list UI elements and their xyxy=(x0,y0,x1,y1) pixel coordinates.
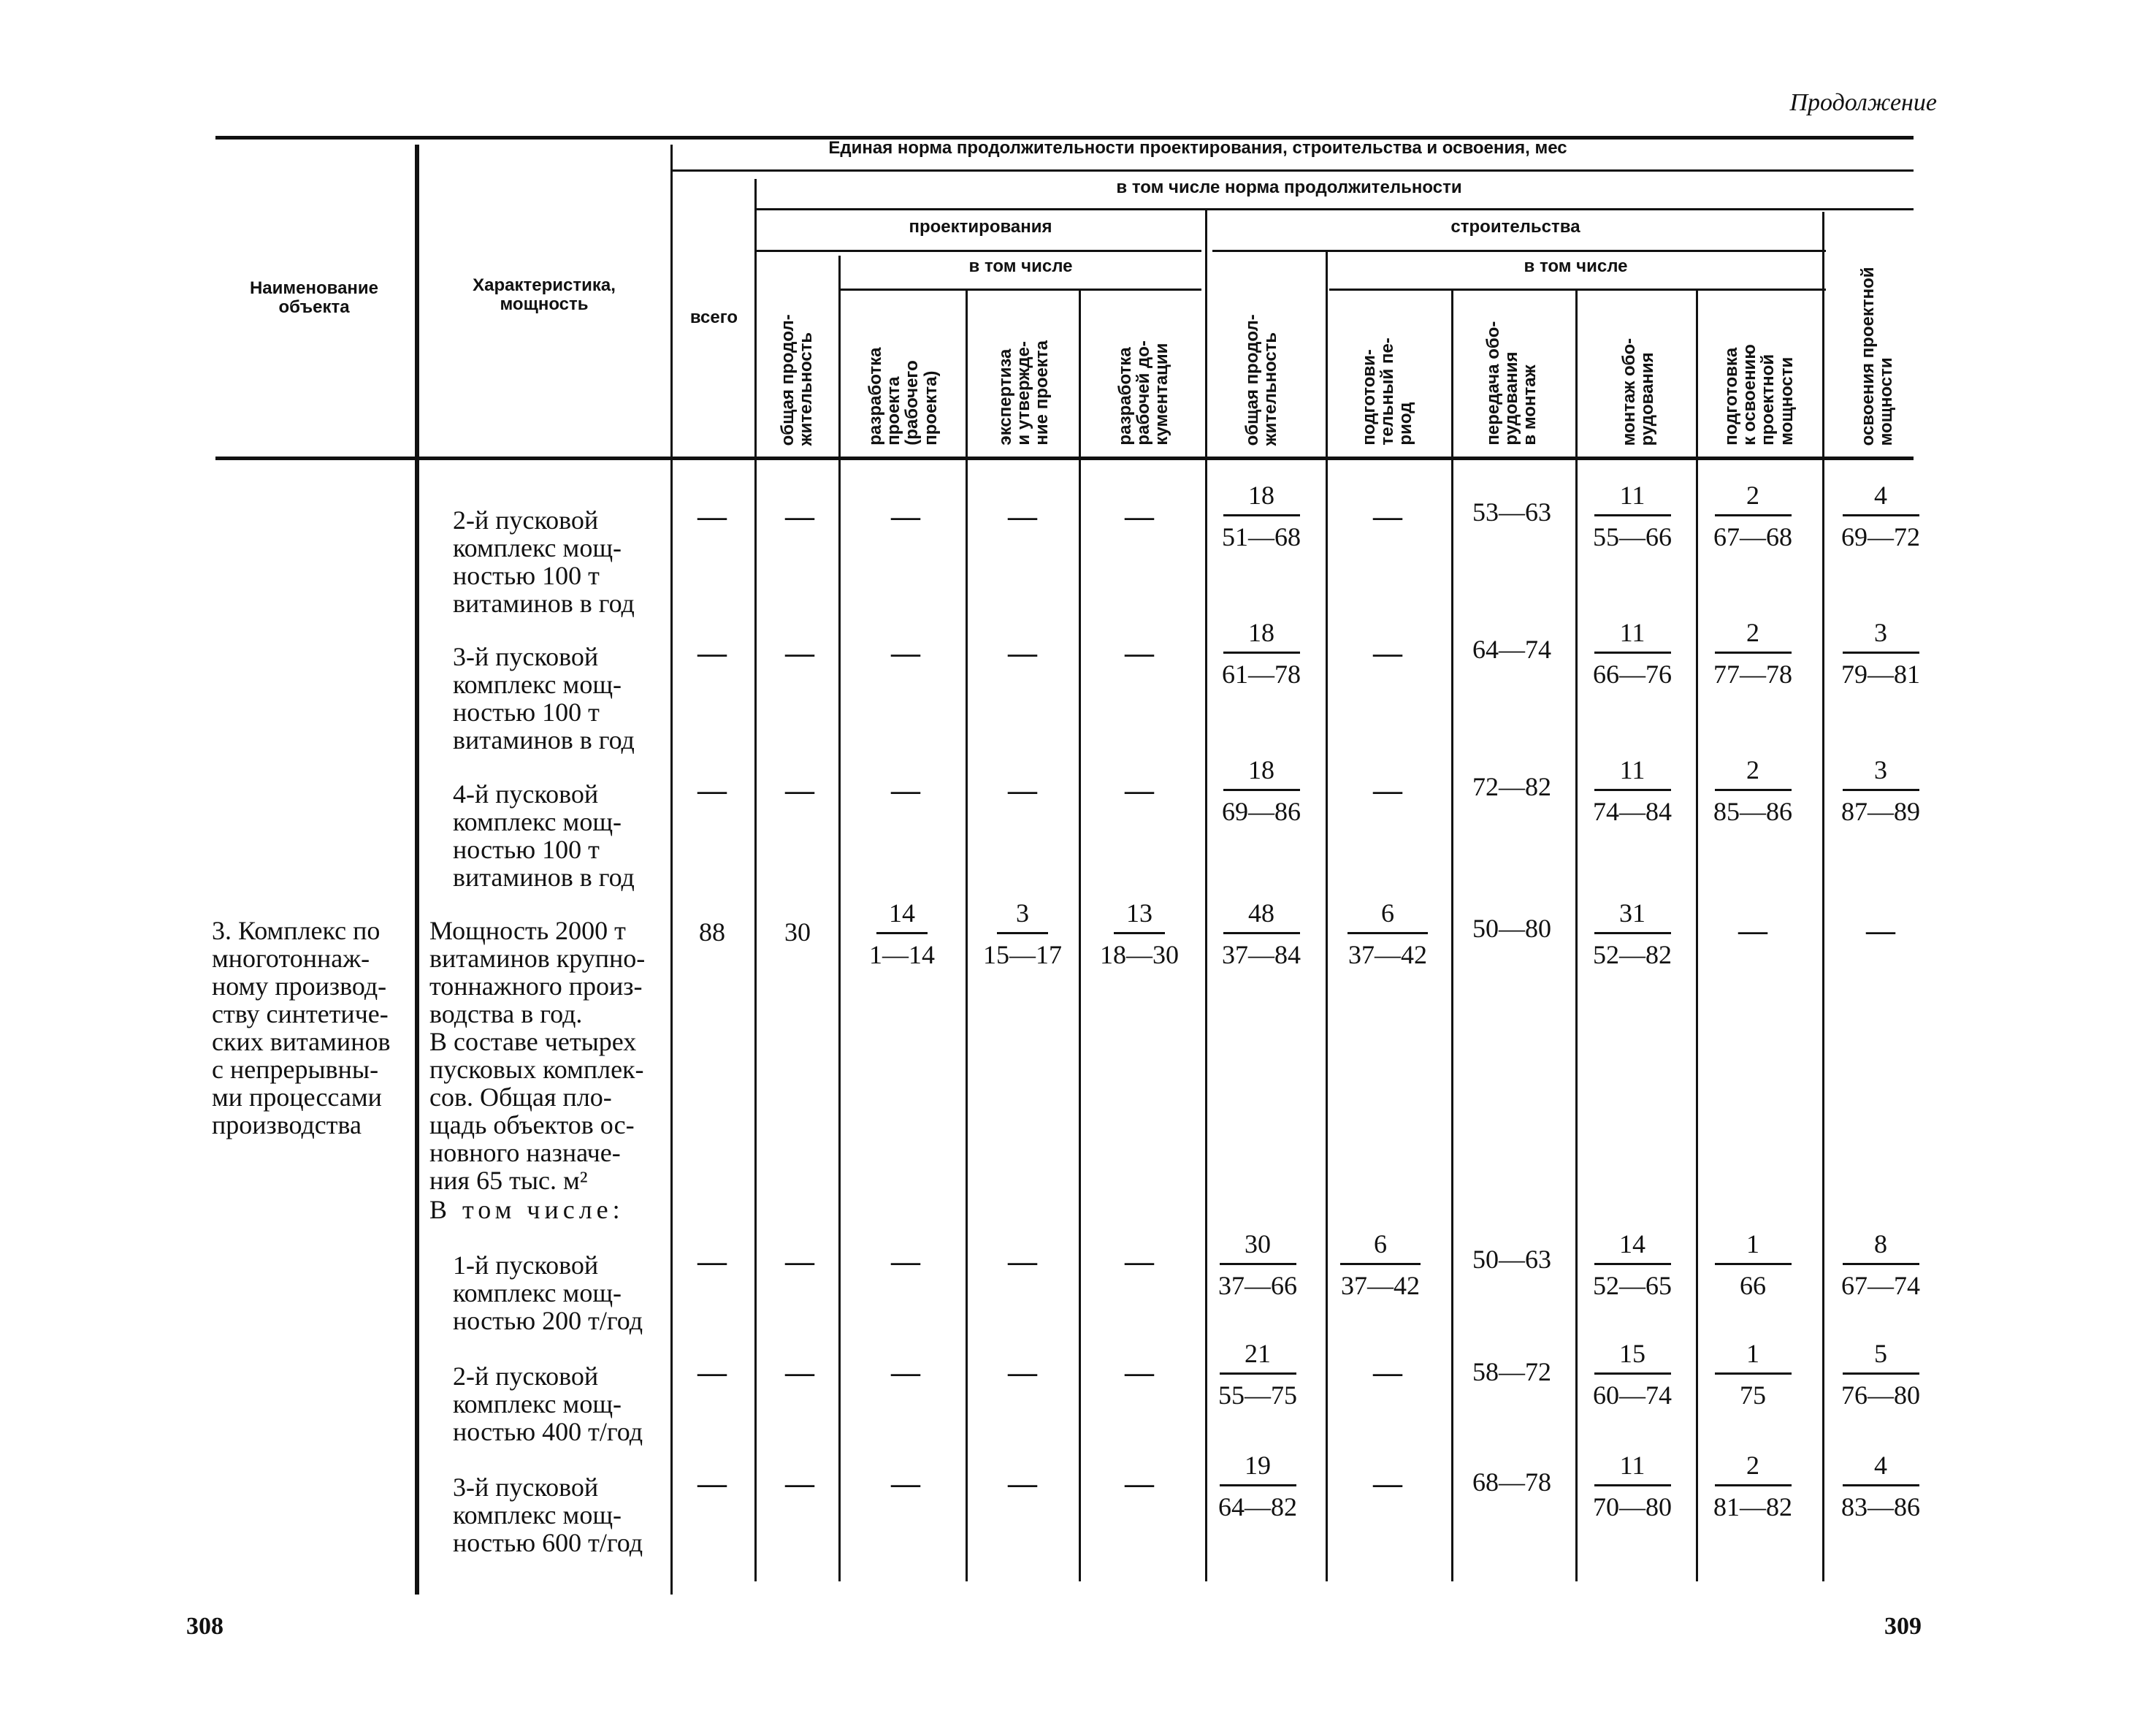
header-object-name: Наименование объекта xyxy=(249,278,379,318)
row-7-constr-total: $\frac{19}{64—82}$ xyxy=(1218,1451,1297,1521)
header-rule-4b xyxy=(1329,289,1826,291)
row-0-design-docs: — xyxy=(1125,500,1154,532)
row-6-total: — xyxy=(697,1356,727,1389)
continuation-label: Продолжение xyxy=(1789,89,1937,116)
header-rule-2 xyxy=(756,208,1914,210)
header-design: проектирования xyxy=(909,217,1052,237)
row-5-constr-mount: $\frac{14}{52—65}$ xyxy=(1593,1229,1672,1300)
row-0-design-dev: — xyxy=(891,500,920,532)
row-1-design-dev: — xyxy=(891,636,920,669)
row-2-total: — xyxy=(697,774,727,806)
row-1-constr-transfer: 64—74 xyxy=(1472,635,1551,664)
vline-9 xyxy=(1451,289,1453,1581)
row-3-design-dev: $\frac{14}{1—14}$ xyxy=(869,898,935,969)
row-7-design-docs: — xyxy=(1125,1467,1154,1500)
row-5-total: — xyxy=(697,1245,727,1278)
row-3-mastering: — xyxy=(1866,914,1895,947)
row-1-constr-mount: $\frac{11}{66—76}$ xyxy=(1593,618,1672,689)
row-6-constr-mount: $\frac{15}{60—74}$ xyxy=(1593,1339,1672,1410)
row-0-constr-prep: — xyxy=(1373,500,1402,532)
vline-4 xyxy=(838,256,841,1581)
row-5-constr-total: $\frac{30}{37—66}$ xyxy=(1218,1229,1297,1300)
row-5-constr-prep: $\frac{6}{37—42}$ xyxy=(1341,1229,1420,1300)
row-0-design-total: — xyxy=(785,500,814,532)
row-2-constr-mount: $\frac{11}{74—84}$ xyxy=(1593,755,1672,826)
row-6-constr-total: $\frac{21}{55—75}$ xyxy=(1218,1339,1297,1410)
row-2-design-docs: — xyxy=(1125,774,1154,806)
including-label: В том числе: xyxy=(429,1195,624,1224)
vline-7 xyxy=(1205,208,1207,1581)
row-0-mastering: $\frac{4}{69—72}$ xyxy=(1841,481,1920,551)
header-characteristic: Характеристика, мощность xyxy=(473,275,616,315)
row-2-design-dev: — xyxy=(891,774,920,806)
header-including-norm: в том числе норма продолжительности xyxy=(1116,177,1462,197)
row-7-constr-prep: — xyxy=(1373,1467,1402,1500)
row-6-constr-transfer: 58—72 xyxy=(1472,1357,1551,1386)
page-number-left: 308 xyxy=(186,1613,223,1640)
row-1-constr-ready: $\frac{2}{77—78}$ xyxy=(1713,618,1792,689)
row-1-total: — xyxy=(697,636,727,669)
row-7-total: — xyxy=(697,1467,727,1500)
row-0-constr-ready: $\frac{2}{67—68}$ xyxy=(1713,481,1792,551)
row-3-constr-ready: — xyxy=(1738,914,1767,947)
header-construction: строительства xyxy=(1450,217,1580,237)
row-7-mastering: $\frac{4}{83—86}$ xyxy=(1841,1451,1920,1521)
row-0-constr-mount: $\frac{11}{55—66}$ xyxy=(1593,481,1672,551)
vline-12 xyxy=(1822,212,1824,1581)
row-7-design-dev: — xyxy=(891,1467,920,1500)
row-3-object-name: 3. Комплекс по многотоннаж- ному производ- ству синтетиче- ских витаминов с непрерывны- ми процессами производства xyxy=(212,916,391,1139)
row-2-design-exp: — xyxy=(1008,774,1037,806)
header-rule-1 xyxy=(672,169,1914,172)
row-6-design-total: — xyxy=(785,1356,814,1389)
row-5-characteristic: 1-й пусковой комплекс мощ- ностью 200 т/год xyxy=(453,1250,643,1335)
row-3-design-total: 30 xyxy=(784,917,811,947)
row-5-constr-ready: $\frac{1}{66}$ xyxy=(1713,1231,1793,1299)
row-2-constr-prep: — xyxy=(1373,774,1402,806)
vline-6 xyxy=(1079,289,1081,1581)
row-2-constr-transfer: 72—82 xyxy=(1472,772,1551,801)
row-3-constr-transfer: 50—80 xyxy=(1472,914,1551,943)
vline-10 xyxy=(1575,289,1578,1581)
vline-8 xyxy=(1326,252,1328,1581)
row-3-characteristic: Мощность 2000 т витаминов крупно- тоннажного произ- водства в год. В составе четырех пусковых комплек- сов. Общая пло- щадь объектов ос- новного назначе- ния 65 тыс. м² xyxy=(429,916,646,1195)
row-3-total: 88 xyxy=(699,917,725,947)
row-6-characteristic: 2-й пусковой комплекс мощ- ностью 400 т/год xyxy=(453,1362,643,1446)
header-bottom-rule xyxy=(215,457,1914,460)
row-1-characteristic: 3-й пусковой комплекс мощ- ностью 100 т витаминов в год xyxy=(453,642,635,755)
page-number-right: 309 xyxy=(1884,1613,1922,1640)
row-1-mastering: $\frac{3}{79—81}$ xyxy=(1841,618,1920,689)
row-3-constr-prep: $\frac{6}{37—42}$ xyxy=(1348,898,1427,969)
vline-5 xyxy=(966,289,968,1581)
row-6-design-docs: — xyxy=(1125,1356,1154,1389)
vline-1 xyxy=(415,145,419,1595)
row-6-constr-ready: $\frac{1}{75}$ xyxy=(1713,1340,1793,1408)
row-7-design-exp: — xyxy=(1008,1467,1037,1500)
row-7-constr-transfer: 68—78 xyxy=(1472,1467,1551,1497)
row-6-constr-prep: — xyxy=(1373,1356,1402,1389)
header-rule-3b xyxy=(1212,250,1826,252)
row-1-constr-prep: — xyxy=(1373,636,1402,669)
row-0-characteristic: 2-й пусковой комплекс мощ- ностью 100 т витаминов в год xyxy=(453,505,635,618)
row-0-design-exp: — xyxy=(1008,500,1037,532)
row-5-design-total: — xyxy=(785,1245,814,1278)
row-7-characteristic: 3-й пусковой комплекс мощ- ностью 600 т/год xyxy=(453,1473,643,1557)
row-1-design-total: — xyxy=(785,636,814,669)
row-6-design-exp: — xyxy=(1008,1356,1037,1389)
row-6-mastering: $\frac{5}{76—80}$ xyxy=(1841,1339,1920,1410)
header-rule-3a xyxy=(756,250,1201,252)
header-total: всего xyxy=(689,308,738,327)
header-rule-4a xyxy=(838,289,1201,291)
row-7-constr-mount: $\frac{11}{70—80}$ xyxy=(1593,1451,1672,1521)
vline-2 xyxy=(670,145,673,1595)
row-2-characteristic: 4-й пусковой комплекс мощ- ностью 100 т витаминов в год xyxy=(453,779,635,892)
header-constr-including: в том числе xyxy=(1524,256,1628,276)
header-unified-norm: Единая норма продолжительности проектирования, строительства и освоения, мес xyxy=(828,138,1567,158)
row-7-design-total: — xyxy=(785,1467,814,1500)
vline-3 xyxy=(754,179,757,1581)
row-3-constr-mount: $\frac{31}{52—82}$ xyxy=(1593,898,1672,969)
row-3-constr-total: $\frac{48}{37—84}$ xyxy=(1222,898,1301,969)
row-5-constr-transfer: 50—63 xyxy=(1472,1245,1551,1274)
row-0-constr-transfer: 53—63 xyxy=(1472,497,1551,527)
vline-11 xyxy=(1696,289,1698,1581)
row-0-constr-total: $\frac{18}{51—68}$ xyxy=(1222,481,1301,551)
row-1-design-exp: — xyxy=(1008,636,1037,669)
row-3-design-docs: $\frac{13}{18—30}$ xyxy=(1100,898,1179,969)
row-7-constr-ready: $\frac{2}{81—82}$ xyxy=(1713,1451,1792,1521)
row-3-design-exp: $\frac{3}{15—17}$ xyxy=(983,898,1062,969)
row-5-design-dev: — xyxy=(891,1245,920,1278)
row-6-design-dev: — xyxy=(891,1356,920,1389)
row-0-total: — xyxy=(697,500,727,532)
row-2-constr-total: $\frac{18}{69—86}$ xyxy=(1222,755,1301,826)
row-1-design-docs: — xyxy=(1125,636,1154,669)
row-2-mastering: $\frac{3}{87—89}$ xyxy=(1841,755,1920,826)
row-5-design-docs: — xyxy=(1125,1245,1154,1278)
row-2-constr-ready: $\frac{2}{85—86}$ xyxy=(1713,755,1792,826)
row-2-design-total: — xyxy=(785,774,814,806)
row-5-design-exp: — xyxy=(1008,1245,1037,1278)
header-design-including: в том числе xyxy=(968,256,1073,276)
row-5-mastering: $\frac{8}{67—74}$ xyxy=(1841,1229,1920,1300)
row-1-constr-total: $\frac{18}{61—78}$ xyxy=(1222,618,1301,689)
